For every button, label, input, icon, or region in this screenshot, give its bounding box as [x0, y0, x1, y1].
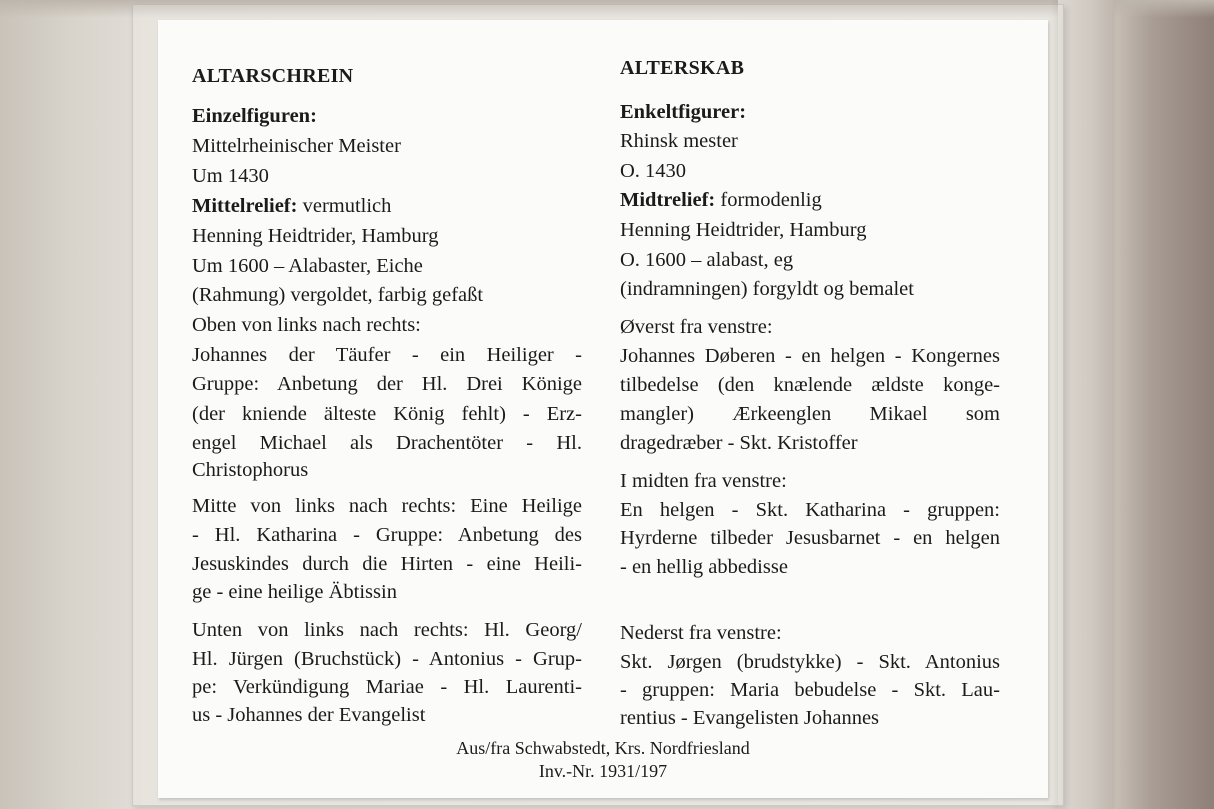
material-text: O. 1600 – alabast, eg [620, 249, 794, 271]
midtrelief-label: Midtrelief: [620, 189, 716, 211]
overst-line: Johannes Døberen - en helgen - Kongernes [620, 345, 1000, 367]
midten-line: En helgen - Skt. Katharina - gruppen: [620, 499, 1000, 521]
midten-line: I midten fra venstre: [620, 470, 787, 492]
german-heading: ALTARSCHREIN [192, 65, 354, 87]
midten-line: - en hellig abbedisse [620, 556, 788, 578]
oben-line: Johannes der Täufer - ein Heiliger - [192, 344, 582, 366]
oben-line: Christophorus [192, 459, 309, 481]
unten-line: Unten von links nach rechts: Hl. Georg/ [192, 619, 582, 641]
mitte-line: - Hl. Katharina - Gruppe: Anbetung des [192, 524, 582, 546]
mitte-line: ge - eine heilige Äbtissin [192, 581, 397, 603]
mitte-line: Jesuskindes durch die Hirten - eine Heili- [192, 553, 582, 575]
unten-line: pe: Verkündigung Mariae - Hl. Laurenti- [192, 676, 582, 698]
overst-line: tilbedelse (den knælende ældste konge- [620, 374, 1000, 396]
material-text: Um 1600 – Alabaster, Eiche [192, 255, 423, 277]
nederst-line: Nederst fra venstre: [620, 622, 782, 644]
display-backing-board [1058, 0, 1114, 809]
inventory-number: Inv.-Nr. 1931/197 [538, 761, 668, 781]
overst-line: Øverst fra venstre: [620, 316, 773, 338]
nederst-line: rentius - Evangelisten Johannes [620, 707, 880, 729]
meister-text: Mittelrheinischer Meister [192, 135, 401, 157]
provenance-text: Aus/fra Schwabstedt, Krs. Nordfriesland [456, 738, 750, 758]
nederst-line: - gruppen: Maria bebudelse - Skt. Lau- [620, 679, 1000, 701]
oben-line: Oben von links nach rechts: [192, 314, 421, 336]
mester-text: Rhinsk mester [620, 130, 738, 152]
oben-line: Gruppe: Anbetung der Hl. Drei Könige [192, 373, 582, 395]
artist-text: Henning Heidtrider, Hamburg [192, 225, 439, 247]
indramning-text: (indramningen) forgyldt og bemalet [620, 278, 914, 300]
overst-line: mangler) Ærkeenglen Mikael som [620, 403, 1000, 425]
museum-label-card [158, 20, 1048, 798]
danish-heading: ALTERSKAB [620, 57, 745, 79]
midtrelief-line [620, 190, 822, 211]
midten-line: Hyrderne tilbeder Jesusbarnet - en helgen [620, 527, 1000, 549]
einzelfiguren-label: Einzelfiguren: [192, 105, 317, 127]
mittelrelief-text: vermutlich [302, 195, 392, 217]
oben-line: (der kniende älteste König fehlt) - Erz- [192, 403, 582, 425]
oben-line: engel Michael als Drachentöter - Hl. [192, 432, 582, 454]
mitte-line: Mitte von links nach rechts: Eine Heilige [192, 495, 582, 517]
mittelrelief-line [192, 196, 391, 217]
mittelrelief-label: Mittelrelief: [192, 195, 298, 217]
unten-line: us - Johannes der Evangelist [192, 704, 426, 726]
date-text: O. 1430 [620, 160, 687, 182]
date-text: Um 1430 [192, 165, 269, 187]
midtrelief-text: formodenlig [720, 189, 822, 211]
overst-line: dragedræber - Skt. Kristoffer [620, 432, 858, 454]
nederst-line: Skt. Jørgen (brudstykke) - Skt. Antonius [620, 651, 1000, 673]
artist-text: Henning Heidtrider, Hamburg [620, 219, 867, 241]
unten-line: Hl. Jürgen (Bruchstück) - Antonius - Grup- [192, 648, 582, 670]
enkeltfigurer-label: Enkeltfigurer: [620, 101, 747, 123]
rahmung-text: (Rahmung) vergoldet, farbig gefaßt [192, 284, 484, 306]
